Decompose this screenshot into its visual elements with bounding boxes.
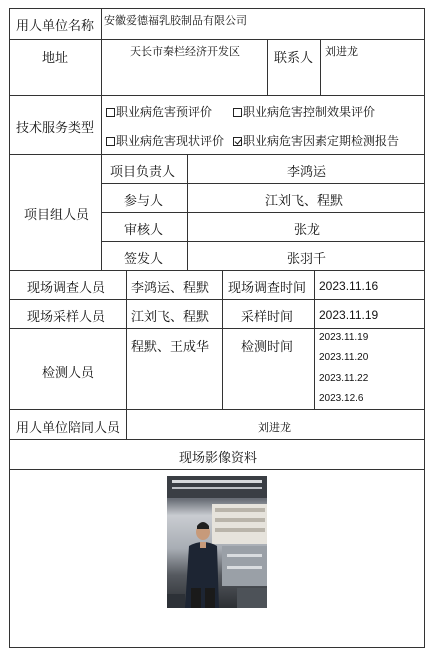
site-survey-time-label: 现场调查时间 xyxy=(228,281,307,296)
checked-checkbox-icon[interactable] xyxy=(233,137,242,146)
role-issuer: 签发人 xyxy=(124,252,164,267)
name-issuer: 张羽千 xyxy=(287,252,327,267)
site-photo xyxy=(167,476,267,608)
role-leader: 项目负责人 xyxy=(110,165,176,180)
col-divider xyxy=(320,39,321,95)
name-participant: 江刘飞、程默 xyxy=(265,194,344,209)
row-divider xyxy=(9,469,425,470)
option-label: 职业病危害现状评价 xyxy=(116,134,225,148)
role-reviewer: 审核人 xyxy=(124,223,164,238)
site-photo-illustration xyxy=(167,476,267,608)
col-divider xyxy=(267,39,268,95)
service-option-pre-evaluation[interactable] xyxy=(106,103,212,120)
name-reviewer: 张龙 xyxy=(294,223,321,238)
contact-label: 联系人 xyxy=(274,51,314,66)
service-option-status-evaluation[interactable] xyxy=(106,132,224,149)
address-value: 天长市秦栏经济开发区 xyxy=(130,45,240,58)
option-label: 职业病危害预评价 xyxy=(116,105,213,119)
col-divider xyxy=(126,409,127,439)
service-type-label: 技术服务类型 xyxy=(16,121,95,136)
row-divider xyxy=(9,299,425,300)
site-survey-people: 李鸿运、程默 xyxy=(131,281,210,296)
checkbox-icon[interactable] xyxy=(106,137,115,146)
row-divider xyxy=(9,95,425,96)
col-divider xyxy=(126,270,127,409)
testing-date: 2023.11.19 xyxy=(319,332,369,343)
option-label: 职业病危害因素定期检测报告 xyxy=(243,134,400,148)
option-label: 职业病危害控制效果评价 xyxy=(243,105,376,119)
site-survey-label: 现场调查人员 xyxy=(27,281,106,296)
col-divider xyxy=(101,154,102,270)
name-leader: 李鸿运 xyxy=(287,165,327,180)
col-divider xyxy=(222,270,223,409)
escort-value: 刘进龙 xyxy=(258,421,291,434)
employer-value: 安徽爱德福乳胶制品有限公司 xyxy=(104,14,247,27)
site-sampling-label: 现场采样人员 xyxy=(27,310,106,325)
row-divider xyxy=(101,241,425,242)
row-divider xyxy=(9,39,425,40)
col-divider xyxy=(314,270,315,409)
testing-date: 2023.11.20 xyxy=(319,352,369,363)
sampling-time-label: 采样时间 xyxy=(241,310,294,325)
col-divider xyxy=(101,8,102,95)
site-images-label: 现场影像资料 xyxy=(179,451,258,466)
row-divider xyxy=(9,154,425,155)
row-divider xyxy=(9,328,425,329)
row-divider xyxy=(9,409,425,410)
service-option-periodic-detection[interactable] xyxy=(233,132,399,149)
testing-date: 2023.11.22 xyxy=(319,373,369,384)
col-divider xyxy=(187,154,188,270)
row-divider xyxy=(101,212,425,213)
testing-label: 检测人员 xyxy=(42,366,95,381)
row-divider xyxy=(101,183,425,184)
employer-label: 用人单位名称 xyxy=(16,19,95,34)
col-divider xyxy=(101,95,102,154)
role-participant: 参与人 xyxy=(124,194,164,209)
row-divider xyxy=(9,439,425,440)
checkbox-icon[interactable] xyxy=(233,108,242,117)
testing-date: 2023.12.6 xyxy=(319,393,364,404)
project-group-label: 项目组人员 xyxy=(24,208,90,223)
address-label: 地址 xyxy=(42,51,69,66)
testing-time-label: 检测时间 xyxy=(241,340,294,355)
checkbox-icon[interactable] xyxy=(106,108,115,117)
sampling-time: 2023.11.19 xyxy=(319,308,379,322)
testing-people: 程默、王成华 xyxy=(131,340,210,355)
service-option-control-effect[interactable] xyxy=(233,103,375,120)
site-sampling-people: 江刘飞、程默 xyxy=(131,310,210,325)
contact-value: 刘进龙 xyxy=(325,45,358,58)
row-divider xyxy=(9,270,425,271)
escort-label: 用人单位陪同人员 xyxy=(16,421,121,436)
site-survey-time: 2023.11.16 xyxy=(319,279,379,293)
